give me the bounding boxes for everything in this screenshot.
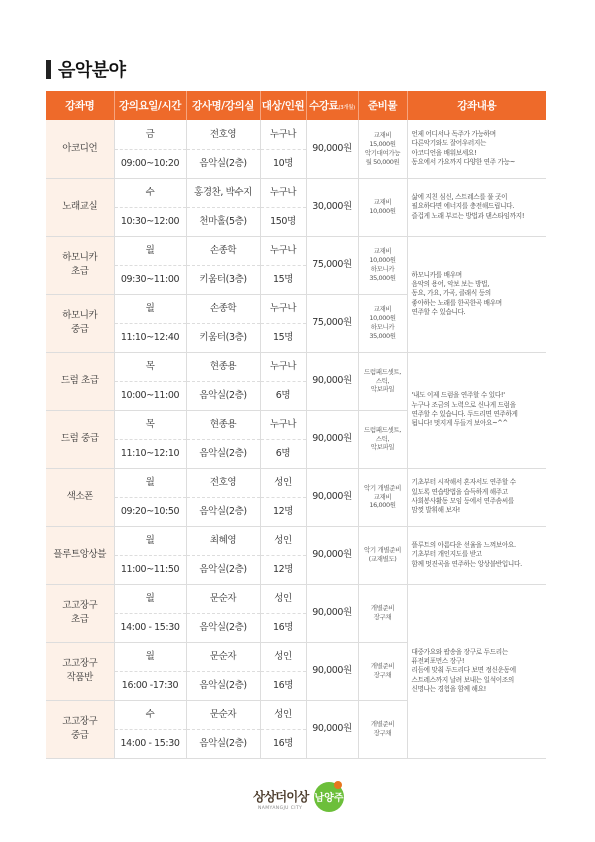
course-description-line: 기초부터 개인지도를 받고 (411, 550, 482, 559)
course-material-line: 개별준비 (370, 604, 395, 613)
course-description-cell (407, 178, 546, 236)
course-capacity: 6명 (260, 381, 306, 410)
course-teacher: 전호영 (186, 468, 260, 497)
header-materials: 준비물 (358, 91, 407, 120)
course-description-cell (407, 584, 546, 758)
course-material-line: 35,000원 (369, 273, 396, 282)
course-day: 월 (114, 526, 186, 555)
header-fee-note: (3개월) (338, 105, 355, 111)
course-fee: 90,000원 (306, 584, 358, 642)
course-materials-cell (358, 700, 407, 758)
course-name: 색소폰 (66, 491, 93, 503)
course-description-line: 맘껏 발휘해 보자! (411, 506, 460, 515)
course-capacity: 15명 (260, 323, 306, 352)
course-description-line: 있도록 연습방법을 습득하게 해주고 (411, 487, 508, 496)
course-teacher: 전호영 (186, 120, 260, 149)
course-description-line: 삶에 지친 심신, 스트레스를 풀 곳이 (411, 192, 508, 201)
course-room: 키움터(3층) (186, 265, 260, 294)
course-room: 키움터(3층) (186, 323, 260, 352)
course-fee: 90,000원 (306, 526, 358, 584)
course-name: 플루트앙상블 (53, 549, 107, 561)
course-material-line: 드럼패드셋트, (364, 367, 401, 376)
course-target: 누구나 (260, 294, 306, 323)
course-materials-cell (358, 526, 407, 584)
course-material-line: 개별준비 (370, 662, 395, 671)
course-material-line: 10,000원 (369, 314, 396, 323)
course-description-line: '내도 이제 드럼을 연주할 수 있다!' (411, 391, 505, 400)
course-materials-cell (358, 584, 407, 642)
course-material-line: 스틱, (375, 434, 390, 443)
course-teacher: 문순자 (186, 642, 260, 671)
course-target: 성인 (260, 526, 306, 555)
course-teacher: 홍경찬, 박수지 (186, 178, 260, 207)
course-time: 10:30~12:00 (114, 207, 186, 236)
course-material-line: 악보파일 (370, 443, 395, 452)
course-name-cell (46, 294, 114, 352)
course-fee: 90,000원 (306, 468, 358, 526)
header-fee-label: 수강료 (309, 100, 339, 112)
course-description-cell (407, 526, 546, 584)
course-description-line: 언제 어디서나 독주가 가능하며 (411, 130, 496, 139)
course-description-line: 함께 멋진곡을 연주하는 앙상블반입니다. (411, 559, 522, 568)
city-label: NAMYANGJU CITY (258, 806, 303, 811)
course-fee: 90,000원 (306, 410, 358, 468)
course-capacity: 12명 (260, 555, 306, 584)
course-fee: 75,000원 (306, 236, 358, 294)
table-row (46, 584, 546, 613)
course-material-line: 악기 개별준비 (364, 483, 401, 492)
course-target: 성인 (260, 700, 306, 729)
footer-logo (253, 778, 349, 818)
course-time: 11:10~12:40 (114, 323, 186, 352)
course-time: 14:00 - 15:30 (114, 729, 186, 758)
course-day: 수 (114, 700, 186, 729)
course-materials-cell (358, 468, 407, 526)
course-room: 천마홀(5층) (186, 207, 260, 236)
course-target: 누구나 (260, 352, 306, 381)
course-description-cell (407, 352, 546, 468)
course-table (46, 91, 546, 759)
course-material-line: 교재비 (373, 247, 392, 256)
course-capacity: 15명 (260, 265, 306, 294)
course-material-line: 10,000원 (369, 207, 396, 215)
course-fee: 90,000원 (306, 352, 358, 410)
course-material-line: 장구채 (373, 671, 392, 679)
header-day-time: 강의요일/시간 (114, 91, 186, 120)
course-name: 작품반 (66, 672, 93, 683)
course-teacher: 손종학 (186, 294, 260, 323)
course-teacher: 문순자 (186, 700, 260, 729)
course-name: 초급 (70, 266, 89, 277)
course-description-line: 누구나 조금의 노력으로 신나게 드럼을 (411, 400, 516, 409)
course-target: 누구나 (260, 178, 306, 207)
course-name: 고고장구 (62, 600, 98, 612)
course-materials-cell (358, 410, 407, 468)
course-name-cell (46, 700, 114, 758)
course-material-line: 15,000원 (369, 139, 396, 148)
course-description-line: 스트레스까지 날려 보내는 일석이조의 (411, 675, 515, 684)
course-material-line: 악기대여가능 (364, 148, 401, 157)
course-material-line: 스틱, (375, 376, 390, 385)
header-target: 대상/인원 (260, 91, 306, 120)
course-name-cell (46, 120, 114, 178)
course-description-cell (407, 468, 546, 526)
course-room: 음악실(2층) (186, 729, 260, 758)
course-name-cell (46, 468, 114, 526)
course-capacity: 12명 (260, 497, 306, 526)
course-name: 고고장구 (62, 658, 98, 670)
course-fee: 90,000원 (306, 642, 358, 700)
course-teacher: 최혜영 (186, 526, 260, 555)
course-name-cell (46, 352, 114, 410)
course-day: 월 (114, 468, 186, 497)
course-target: 누구나 (260, 120, 306, 149)
course-material-line: 16,000원 (369, 501, 396, 510)
course-material-line: 하모니카 (370, 265, 395, 273)
course-name: 중급 (70, 324, 89, 335)
header-name: 강좌명 (46, 91, 114, 120)
course-room: 음악실(2층) (186, 381, 260, 410)
course-target: 누구나 (260, 410, 306, 439)
course-description-line: 하모니카를 배우며 (411, 270, 462, 279)
course-material-line: 드럼패드셋트, (364, 425, 401, 434)
course-description-line: 플루트의 아름다운 선율을 느껴보아요. (411, 540, 516, 549)
course-description-cell (407, 236, 546, 352)
course-description-line: 퓨전퍼포먼스 장구! (411, 656, 465, 665)
table-row (46, 352, 546, 381)
emblem-text: 남양주 (314, 793, 344, 804)
course-description-line: 신명나는 경험을 함께 해요! (411, 685, 486, 694)
table-row (46, 120, 546, 149)
course-room: 음악실(2층) (186, 613, 260, 642)
course-fee: 30,000원 (306, 178, 358, 236)
course-teacher: 현종용 (186, 352, 260, 381)
course-fee: 90,000원 (306, 700, 358, 758)
course-name-cell (46, 642, 114, 700)
course-teacher: 문순자 (186, 584, 260, 613)
course-material-line: 장구채 (373, 613, 392, 621)
course-description-line: 음악의 용어, 악보 보는 방법, (411, 279, 490, 288)
course-description-line: 동요에서 가요까지 다양한 연주 가능~ (411, 158, 515, 167)
course-materials-cell (358, 236, 407, 294)
course-name: 노래교실 (62, 201, 98, 213)
course-target: 성인 (260, 468, 306, 497)
course-capacity: 10명 (260, 149, 306, 178)
course-name-cell (46, 410, 114, 468)
table-row (46, 468, 546, 497)
course-fee: 90,000원 (306, 120, 358, 178)
course-target: 성인 (260, 584, 306, 613)
slogan-text: 상상더이상 (253, 789, 309, 804)
course-material-line: 교재비 (373, 131, 392, 140)
course-capacity: 6명 (260, 439, 306, 468)
course-time: 16:00 -17:30 (114, 671, 186, 700)
course-name-cell (46, 526, 114, 584)
course-day: 월 (114, 294, 186, 323)
course-description-line: 필요하다면 에너지를 충전해드립니다. (411, 202, 515, 211)
course-name: 하모니카 (62, 310, 98, 322)
course-material-line: 10,000원 (369, 256, 396, 265)
course-day: 월 (114, 642, 186, 671)
course-materials-cell (358, 642, 407, 700)
course-material-line: 교재비 (373, 198, 392, 207)
course-material-line: 개별준비 (370, 720, 395, 729)
course-day: 목 (114, 352, 186, 381)
course-day: 월 (114, 236, 186, 265)
course-description-line: 좋아하는 노래를 한곡한곡 배우며 (411, 298, 502, 307)
course-capacity: 150명 (260, 207, 306, 236)
table-header-row (46, 91, 546, 120)
course-target: 누구나 (260, 236, 306, 265)
course-time: 09:20~10:50 (114, 497, 186, 526)
course-material-line: 악기 개별준비 (364, 546, 401, 555)
course-room: 음악실(2층) (186, 149, 260, 178)
course-name: 드럼 중급 (60, 433, 99, 445)
course-materials-cell (358, 178, 407, 236)
course-teacher: 손종학 (186, 236, 260, 265)
course-target: 성인 (260, 642, 306, 671)
course-capacity: 16명 (260, 671, 306, 700)
course-room: 음악실(2층) (186, 671, 260, 700)
course-name: 초급 (70, 614, 89, 625)
course-material-line: (교재별도) (368, 555, 397, 563)
course-name-cell (46, 178, 114, 236)
course-description-line: 동요, 가요, 가곡, 클래식 등의 (411, 289, 491, 298)
course-description-line: 연주할 수 있습니다. (411, 308, 466, 317)
course-description-line: 아코디언을 배워보세요! (411, 148, 477, 157)
course-description-line: 리듬에 맞춰 두드리다 보면 정신운동에 (411, 666, 516, 675)
course-room: 음악실(2층) (186, 497, 260, 526)
course-material-line: 월 50,000원 (365, 157, 400, 166)
course-material-line: 교재비 (373, 305, 392, 314)
course-description-line: 즐겁게 노래 부르는 방법과 댄스타임까지! (411, 211, 525, 220)
course-material-line: 장구채 (373, 729, 392, 737)
course-name: 아코디언 (62, 142, 98, 154)
course-description-line: 다른악기와도 잘어우러지는 (411, 139, 487, 148)
course-name: 드럼 초급 (60, 375, 99, 387)
course-capacity: 16명 (260, 729, 306, 758)
namyangju-emblem-icon (311, 778, 347, 814)
course-name-cell (46, 584, 114, 642)
course-materials-cell (358, 120, 407, 178)
course-time: 11:00~11:50 (114, 555, 186, 584)
table-row (46, 526, 546, 555)
header-content: 강좌내용 (407, 91, 546, 120)
slogan-logo (253, 787, 308, 805)
header-fee (306, 91, 358, 120)
course-time: 14:00 - 15:30 (114, 613, 186, 642)
course-time: 09:30~11:00 (114, 265, 186, 294)
course-room: 음악실(2층) (186, 555, 260, 584)
course-day: 목 (114, 410, 186, 439)
course-materials-cell (358, 352, 407, 410)
course-material-line: 35,000원 (369, 331, 396, 340)
section-title (46, 58, 126, 80)
course-name-cell (46, 236, 114, 294)
course-material-line: 교재비 (373, 492, 392, 501)
course-time: 09:00~10:20 (114, 149, 186, 178)
course-name: 하모니카 (62, 252, 98, 264)
course-time: 10:00~11:00 (114, 381, 186, 410)
course-time: 11:10~12:10 (114, 439, 186, 468)
course-day: 수 (114, 178, 186, 207)
course-description-line: 기초부터 시작해서 혼자서도 연주할 수 (411, 478, 516, 487)
course-description-line: 대중가요와 팝송을 장구로 두드리는 (411, 647, 508, 656)
course-description-line: 연주할 수 있습니다. 두드리면 연주하게 (411, 410, 518, 418)
course-material-line: 하모니카 (370, 323, 395, 331)
course-day: 월 (114, 584, 186, 613)
course-material-line: 악보파일 (370, 385, 395, 394)
title-bar-marker (46, 60, 51, 79)
course-name: 고고장구 (62, 716, 98, 728)
course-capacity: 16명 (260, 613, 306, 642)
section-title-text: 음악분야 (58, 60, 126, 81)
course-description-line: 됩니다! 멋지게 두들겨 보아요~^^ (411, 419, 508, 428)
course-materials-cell (358, 294, 407, 352)
course-day: 금 (114, 120, 186, 149)
table-row (46, 236, 546, 265)
header-teacher-room: 강사명/강의실 (186, 91, 260, 120)
course-description-line: 사회봉사활동 모임 등에서 연주솜씨를 (411, 497, 515, 505)
course-fee: 75,000원 (306, 294, 358, 352)
course-teacher: 현종용 (186, 410, 260, 439)
table-row (46, 178, 546, 207)
course-name: 중급 (70, 730, 89, 741)
course-description-cell (407, 120, 546, 178)
course-room: 음악실(2층) (186, 439, 260, 468)
